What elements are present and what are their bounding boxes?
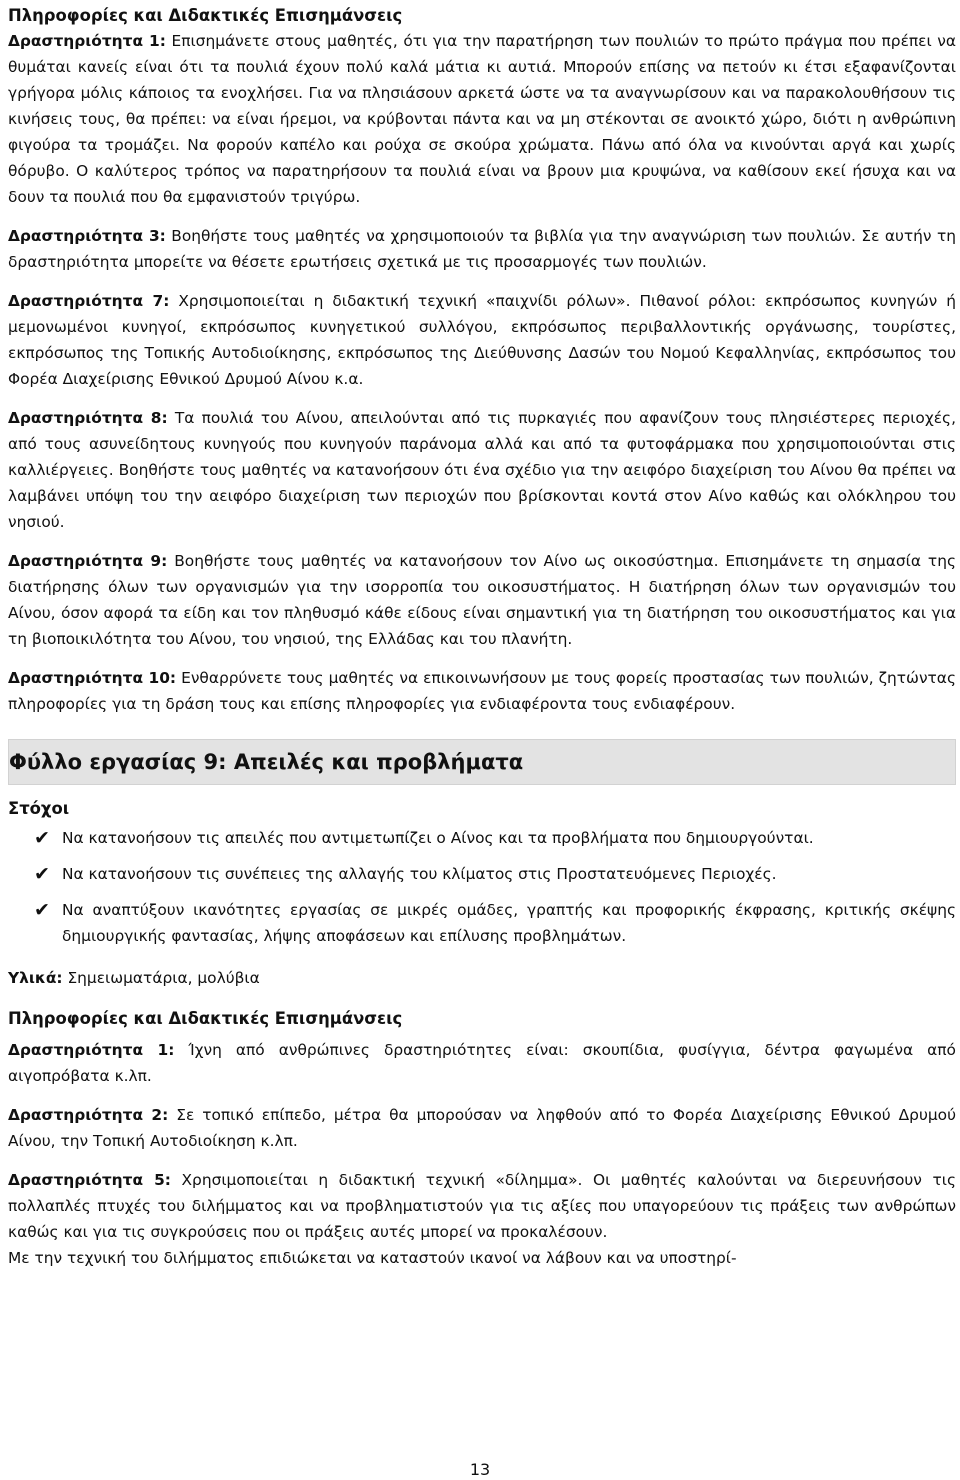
activity-text: Ίχνη από ανθρώπινες δραστηριότητες είναι: σκουπίδια, φυσίγγια, δέντρα φαγωμένα από αιγοπρόβατα κ.λπ. (8, 1041, 956, 1085)
checkmark-icon: ✔ (34, 899, 50, 921)
activity-label: Δραστηριότητα 9: (8, 552, 168, 570)
activity-paragraph (8, 405, 956, 535)
goal-text: Να αναπτύξουν ικανότητες εργασίας σε μικρές ομάδες, γραπτής και προφορικής έκφρασης, κριτικής σκέψης δημιουργικής φαντασίας, λήψης αποφάσεων και επίλυσης προβλημάτων. (62, 901, 956, 945)
activity-text: Βοηθήστε τους μαθητές να κατανοήσουν τον Αίνο ως οικοσύστημα. Επισημάνετε τη σημασία της διατήρησης όλων των οργανισμών για την ισορροπία του οικοσυστήματος. Η διατήρηση όλων των οργανισμών του Αίνου, όσον αφορά τα είδη και τον πληθυσμό κάθε είδους είναι σημαντική για τη διατήρηση του οικοσυστήματος και για τη βιοποικιλότητα του Αίνου, του νησιού, της Ελλάδας και του πλανήτη. (8, 552, 956, 648)
activity-label: Δραστηριότητα 1: (8, 1041, 175, 1059)
section-heading: Πληροφορίες και Διδακτικές Επισημάνσεις (8, 6, 403, 25)
activity-label: Δραστηριότητα 10: (8, 669, 177, 687)
worksheet-title: Φύλλο εργασίας 9: Απειλές και προβλήματα (8, 739, 956, 785)
activity-label: Δραστηριότητα 8: (8, 409, 168, 427)
goal-text: Να κατανοήσουν τις απειλές που αντιμετωπίζει ο Αίνος και τα προβλήματα που δημιουργούνται. (62, 829, 814, 847)
activity-text: Σε τοπικό επίπεδο, μέτρα θα μπορούσαν να ληφθούν από το Φορέα Διαχείρισης Εθνικού Δρυμού Αίνου, την Τοπική Αυτοδιοίκηση κ.λπ. (8, 1106, 956, 1150)
activity-text: Χρησιμοποιείται η διδακτική τεχνική «δίλημμα». Οι μαθητές καλούνται να διερευνήσουν τις πολλαπλές πτυχές του διλήμματος και να προβληματιστούν για τις αξίες που υπαγορεύουν τις πράξεις των ανθρώπων καθώς και για τις συγκρούσεις που οι πράξεις αυτές μπορεί να προκαλέσουν. (8, 1171, 956, 1241)
activity-label: Δραστηριότητα 1: (8, 32, 166, 50)
materials-text: Σημειωματάρια, μολύβια (62, 969, 260, 987)
activity-paragraph (8, 223, 956, 275)
document-page (8, 4, 956, 1271)
activity-paragraph (8, 1167, 956, 1245)
activity-label: Δραστηριότητα 2: (8, 1106, 169, 1124)
activity-paragraph (8, 1102, 956, 1154)
activity-text: Επισημάνετε στους μαθητές, ότι για την παρατήρηση των πουλιών το πρώτο πράγμα που πρέπει να θυμάται κανείς είναι ότι τα πουλιά έχουν πολύ καλά μάτια κι αυτιά. Μπορούν επίσης να πετούν κι έτσι εξαφανίζονται γρήγορα μόλις κάποιος τα ενοχλήσει. Για να πλησιάσουν αρκετά ώστε να τα αναγνωρίσουν και να παρακολουθήσουν τις κινήσεις τους, θα πρέπει: να είναι ήρεμοι, να κρύβονται πάντα και να μη στέκονται σε ανοικτό χώρο, διότι η ανθρώπινη φιγούρα τα τρομάζει. Να φορούν καπέλο και ρούχα σε σκούρα χρώματα. Πάνω από όλα να κινούνται αργά και χωρίς θόρυβο. Ο καλύτερος τρόπος να παρατηρήσουν τα πουλιά είναι να βρουν μια κρυψώνα, να καθίσουν εκεί ήσυχα και να δουν τα πουλιά που θα εμφανιστούν τριγύρω. (8, 32, 956, 206)
page-number: 13 (469, 1460, 491, 1479)
materials-line (8, 965, 956, 991)
checkmark-icon: ✔ (34, 827, 50, 849)
goal-item (34, 861, 956, 887)
activity-label: Δραστηριότητα 3: (8, 227, 166, 245)
activity-paragraph (8, 288, 956, 392)
activity-paragraph (8, 28, 956, 210)
activity-label: Δραστηριότητα 5: (8, 1171, 171, 1189)
activity-paragraph (8, 665, 956, 717)
activity-paragraph (8, 1037, 956, 1089)
checkmark-icon: ✔ (34, 863, 50, 885)
goal-text: Να κατανοήσουν τις συνέπειες της αλλαγής του κλίματος στις Προστατευόμενες Περιοχές. (62, 865, 777, 883)
goal-item (34, 825, 956, 851)
activity-text: Χρησιμοποιείται η διδακτική τεχνική «παιχνίδι ρόλων». Πιθανοί ρόλοι: εκπρόσωπος κυνηγών ή μεμονωμένοι κυνηγοί, εκπρόσωπος κυνηγετικού συλλόγου, εκπρόσωπος περιβαλλοντικής οργάνωσης, τουρίστες, εκπρόσωπος της Τοπικής Αυτοδιοίκησης, εκπρόσωπος της Διεύθυνσης Δασών του Νομού Κεφαλληνίας, εκπρόσωπος του Φορέα Διαχείρισης Εθνικού Δρυμού Αίνου κ.α. (8, 292, 956, 388)
activity-text: Ενθαρρύνετε τους μαθητές να επικοινωνήσουν με τους φορείς προστασίας των πουλιών, ζητώντας πληροφορίες για τη δράση τους και επίσης πληροφορίες για ενδιαφέροντα τους ενδιαφέρουν. (8, 669, 956, 713)
activity-text: Βοηθήστε τους μαθητές να χρησιμοποιούν τα βιβλία για την αναγνώριση των πουλιών. Σε αυτήν τη δραστηριότητα μπορείτε να θέσετε ερωτήσεις σχετικά με τις προσαρμογές των πουλιών. (8, 227, 956, 271)
goal-item (34, 897, 956, 949)
activity-paragraph (8, 548, 956, 652)
activity-label: Δραστηριότητα 7: (8, 292, 170, 310)
activity-text: Τα πουλιά του Αίνου, απειλούνται από τις πυρκαγιές που αφανίζουν τους πλησιέστερες περιοχές, από τους ασυνείδητους κυνηγούς που κυνηγούν παράνομα αλλά και από τα φυτοφάρμακα που χρησιμοποιούνται στις καλλιέργειες. Βοηθήστε τους μαθητές να κατανοήσουν ότι ένα σχέδιο για την αειφόρο διαχείριση του Αίνου θα πρέπει να λαμβάνει υπόψη του την αειφόρο διαχείριση των περιοχών που βρίσκονται κοντά στον Αίνο καθώς και ολόκληρου του νησιού. (8, 409, 956, 531)
closing-paragraph: Με την τεχνική του διλήμματος επιδιώκεται να καταστούν ικανοί να λάβουν και να υποστηρί- (8, 1249, 737, 1267)
goals-heading: Στόχοι (8, 799, 70, 818)
section-heading: Πληροφορίες και Διδακτικές Επισημάνσεις (8, 1009, 403, 1028)
materials-label: Υλικά: (8, 969, 63, 987)
